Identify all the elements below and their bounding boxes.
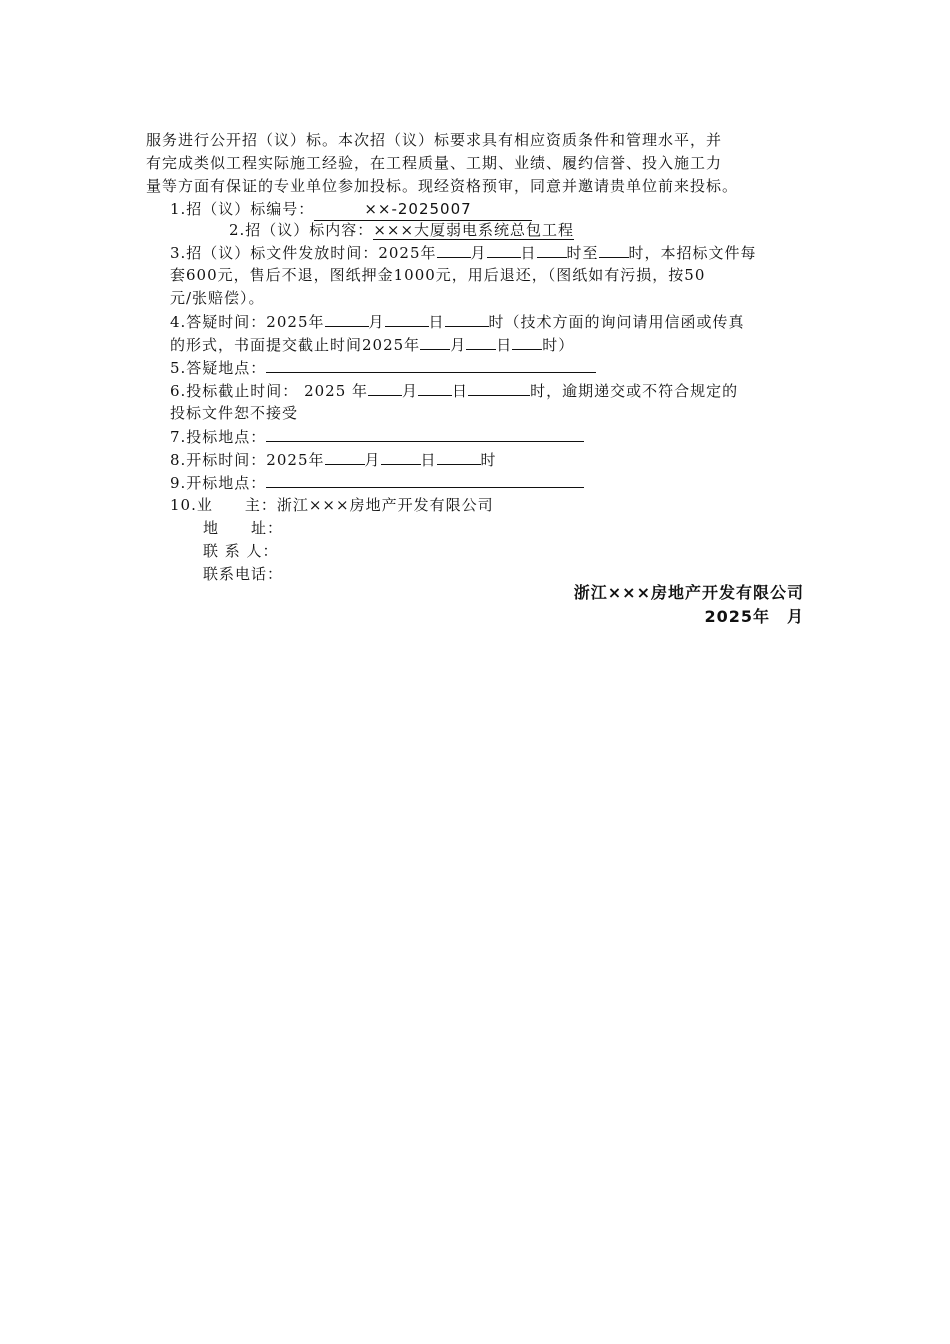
item-4-qa-time bbox=[170, 310, 745, 333]
item-5-qa-location bbox=[170, 356, 596, 379]
item-9-opening-location bbox=[170, 471, 584, 494]
item-6-bid-deadline bbox=[170, 379, 738, 402]
blank-day bbox=[381, 448, 421, 465]
item-6-day: 日 bbox=[452, 382, 469, 400]
blank-opening-location bbox=[266, 471, 584, 488]
blank-month bbox=[437, 241, 471, 258]
item-3-day: 日 bbox=[520, 244, 537, 262]
item-4-line-2-day: 日 bbox=[496, 336, 513, 354]
item-3-hour-to: 时，本招标文件每 bbox=[628, 244, 757, 262]
item-2-label: 2.招（议）标内容： bbox=[229, 221, 374, 239]
phone-label: 联系电话： bbox=[203, 565, 284, 583]
item-4-month: 月 bbox=[368, 313, 385, 331]
blank-day bbox=[487, 241, 521, 258]
blank-hour bbox=[512, 333, 542, 350]
item-4-line-2-text: 的形式，书面提交截止时间2025年 bbox=[170, 336, 421, 354]
blank-hour-from bbox=[537, 241, 567, 258]
item-1-label: 1.招（议）标编号： bbox=[170, 200, 315, 218]
item-4-line-2-hour: 时） bbox=[542, 336, 575, 354]
contact-label: 联 系 人： bbox=[203, 542, 279, 560]
item-1-bid-number bbox=[170, 198, 532, 221]
item-4-day: 日 bbox=[428, 313, 445, 331]
blank-month bbox=[368, 379, 402, 396]
item-4-hour: 时（技术方面的询问请用信函或传真 bbox=[488, 313, 745, 331]
item-3-text: 3.招（议）标文件发放时间：2025年 bbox=[170, 244, 437, 262]
item-6-text: 6.投标截止时间： 2025 年 bbox=[170, 382, 369, 400]
signature-date: 2025年 月 bbox=[704, 607, 804, 626]
blank-day bbox=[418, 379, 452, 396]
item-10-owner bbox=[170, 494, 494, 516]
blank-bid-location bbox=[266, 425, 584, 442]
item-7-label: 7.投标地点： bbox=[170, 428, 267, 446]
item-8-opening-time bbox=[170, 448, 497, 471]
blank-month bbox=[325, 310, 369, 327]
item-4-text: 4.答疑时间：2025年 bbox=[170, 313, 325, 331]
blank-qa-location bbox=[266, 356, 596, 373]
blank-hour bbox=[445, 310, 489, 327]
item-4-line-2 bbox=[170, 333, 574, 356]
owner-value: 浙江×××房地产开发有限公司 bbox=[276, 496, 494, 514]
blank-hour-to bbox=[599, 241, 629, 258]
intro-line-2: 有完成类似工程实际施工经验，在工程质量、工期、业绩、履约信誉、投入施工力 bbox=[146, 154, 723, 172]
item-3-document-issue bbox=[170, 241, 757, 264]
item-4-line-2-month: 月 bbox=[450, 336, 467, 354]
item-3-month: 月 bbox=[470, 244, 487, 262]
blank-day bbox=[385, 310, 429, 327]
blank-hour bbox=[437, 448, 481, 465]
blank-hour bbox=[468, 379, 530, 396]
item-6-hour: 时，逾期递交或不符合规定的 bbox=[530, 382, 739, 400]
item-8-text: 8.开标时间：2025年 bbox=[170, 451, 325, 469]
bid-number-value: ××-2025007 bbox=[314, 198, 532, 221]
address-label: 地 址： bbox=[203, 519, 284, 537]
item-3-hour-from: 时至 bbox=[566, 244, 599, 262]
blank-day bbox=[466, 333, 496, 350]
intro-line-1: 服务进行公开招（议）标。本次招（议）标要求具有相应资质条件和管理水平，并 bbox=[146, 131, 723, 149]
item-8-day: 日 bbox=[420, 451, 437, 469]
blank-month bbox=[420, 333, 450, 350]
intro-line-3: 量等方面有保证的专业单位参加投标。现经资格预审，同意并邀请贵单位前来投标。 bbox=[146, 177, 739, 195]
item-8-month: 月 bbox=[364, 451, 381, 469]
blank-month bbox=[325, 448, 365, 465]
item-8-hour: 时 bbox=[480, 451, 497, 469]
item-3-line-2: 套600元，售后不退，图纸押金1000元，用后退还，（图纸如有污损，按50 bbox=[170, 266, 706, 284]
item-3-line-3: 元/张赔偿）。 bbox=[170, 289, 265, 307]
item-6-line-2: 投标文件恕不接受 bbox=[170, 404, 299, 422]
owner-label: 10.业 主： bbox=[170, 496, 277, 514]
item-6-month: 月 bbox=[402, 382, 419, 400]
bid-content-value: ×××大厦弱电系统总包工程 bbox=[373, 221, 575, 239]
item-7-bid-location bbox=[170, 425, 584, 448]
item-5-label: 5.答疑地点： bbox=[170, 359, 267, 377]
signature-company: 浙江×××房地产开发有限公司 bbox=[573, 583, 804, 602]
item-2-bid-content bbox=[229, 219, 574, 241]
item-9-label: 9.开标地点： bbox=[170, 474, 267, 492]
